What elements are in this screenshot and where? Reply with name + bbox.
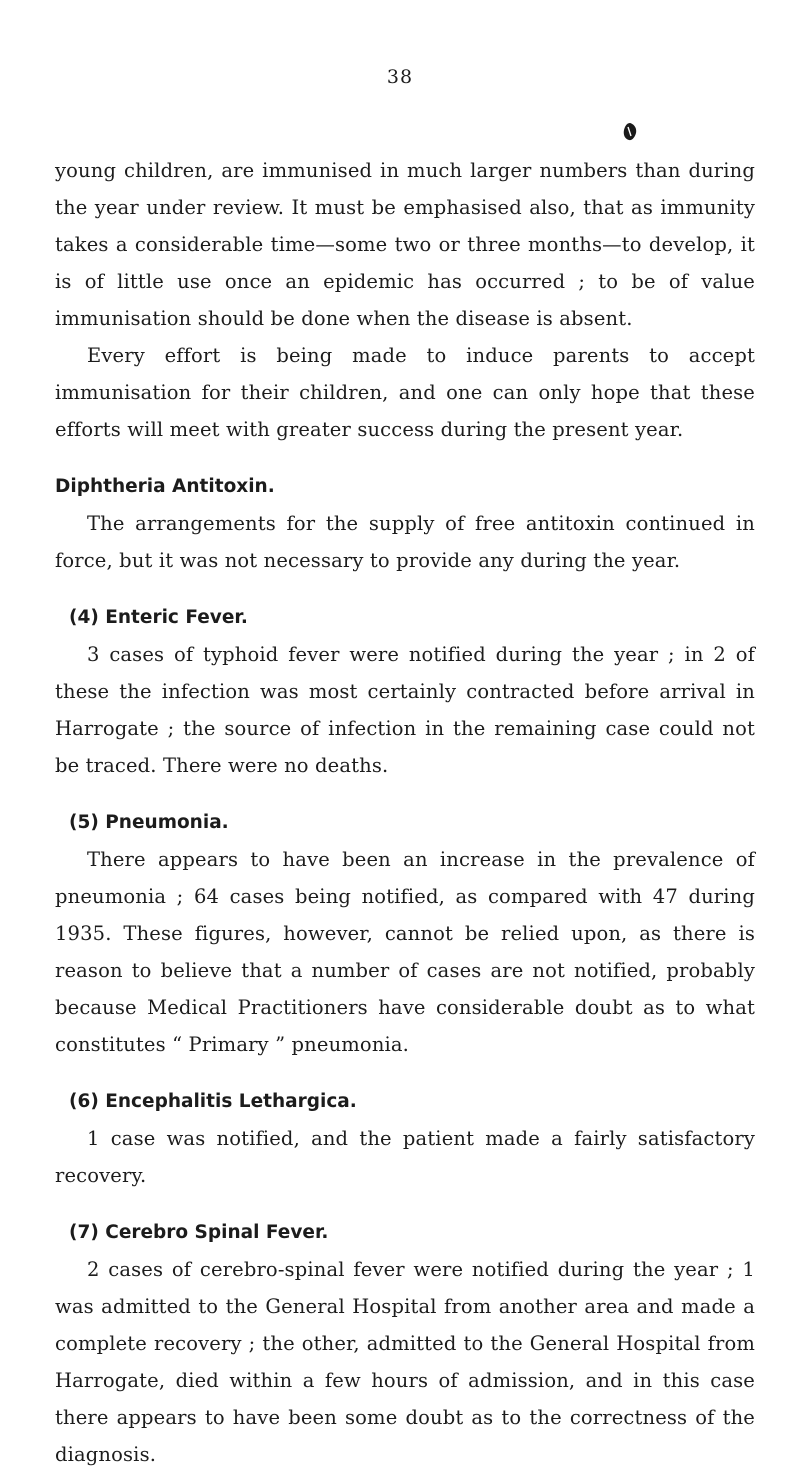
section-enteric-fever <box>55 599 755 784</box>
section-diphtheria-antitoxin <box>55 468 755 579</box>
section-title: Pneumonia. <box>105 812 229 833</box>
section-heading: Diphtheria Antitoxin. <box>55 476 275 497</box>
intro-paragraph-2: Every effort is being made to induce parents to accept immunisation for their children, and one can only hope that these efforts will meet with greater success during the present year. <box>55 344 755 441</box>
section-heading <box>55 1083 755 1120</box>
section-number: (7) <box>69 1222 99 1243</box>
section-title: Encephalitis Lethargica. <box>105 1091 357 1112</box>
section-number: (4) <box>69 607 99 628</box>
section-number: (6) <box>69 1091 99 1112</box>
section-body: 1 case was notified, and the patient made a fairly satisfactory recovery. <box>55 1127 755 1187</box>
section-number: (5) <box>69 812 99 833</box>
section-body: 3 cases of typhoid fever were notified during the year ; in 2 of these the infection was most certainly contracted before arrival in Harrogate ; the source of infection in the remaining case could not be traced. There were no deaths. <box>55 643 755 777</box>
section-encephalitis-lethargica <box>55 1083 755 1194</box>
section-body: There appears to have been an increase in the prevalence of pneumonia ; 64 cases being notified, as compared with 47 during 1935. These figures, however, cannot be relied upon, as there is reason to believe that a number of cases are not notified, probably because Medical Practitioners have considerable doubt as to what constitutes “ Primary ” pneumonia. <box>55 848 755 1056</box>
section-heading <box>55 1214 755 1251</box>
intro-paragraph-1: young children, are immunised in much larger numbers than during the year under review. It must be emphasised also, that as immunity takes a considerable time—some two or three months—to develop, it is of little use once an epidemic has occurred ; to be of value immunisation should be done when the disease is absent. <box>55 159 755 330</box>
section-heading <box>55 599 755 636</box>
section-cerebro-spinal-fever <box>55 1214 755 1473</box>
section-title: Enteric Fever. <box>105 607 248 628</box>
page-content <box>55 152 755 1473</box>
section-heading <box>55 804 755 841</box>
section-title: Cerebro Spinal Fever. <box>105 1222 329 1243</box>
ink-blot-icon <box>622 122 638 142</box>
section-body: The arrangements for the supply of free antitoxin continued in force, but it was not necessary to provide any during the year. <box>55 512 755 572</box>
section-body: 2 cases of cerebro-spinal fever were notified during the year ; 1 was admitted to the General Hospital from another area and made a complete recovery ; the other, admitted to the General Hospital from Harrogate, died within a few hours of admission, and in this case there appears to have been some doubt as to the correctness of the diagnosis. <box>55 1258 755 1466</box>
page-number: 38 <box>386 66 414 88</box>
section-pneumonia <box>55 804 755 1063</box>
